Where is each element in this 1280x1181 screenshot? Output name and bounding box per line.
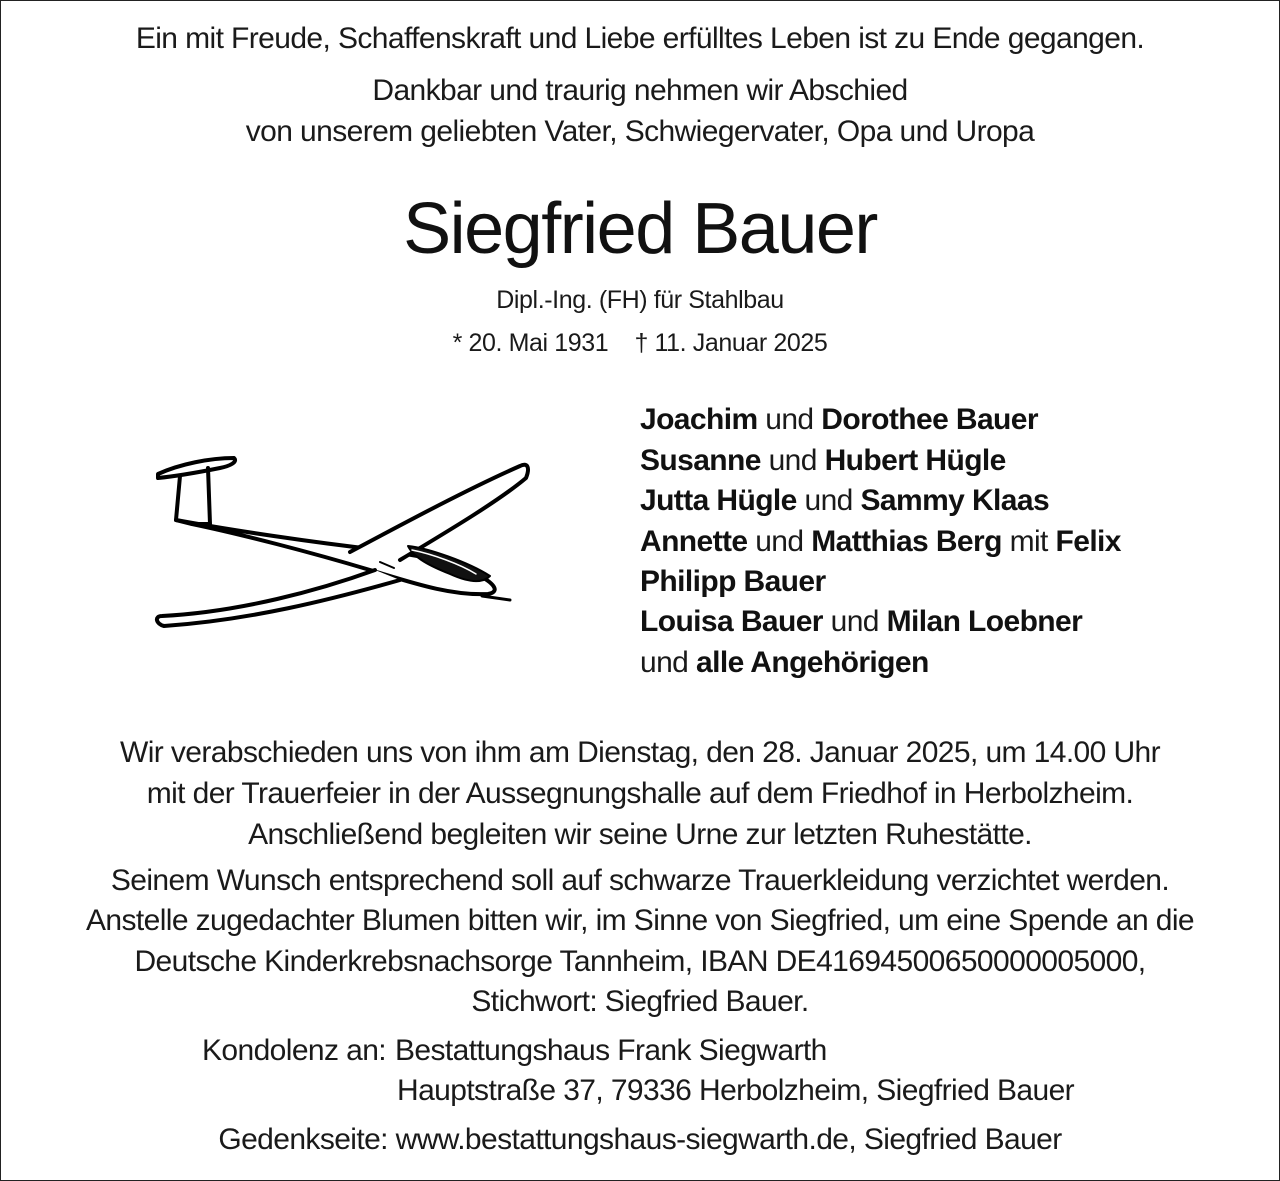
wishes-line-3: Deutsche Kinderkrebsnachsorge Tannheim, IBAN DE41694500650000005000,	[134, 945, 1146, 978]
intro-line-2: Dankbar und traurig nehmen wir Abschied	[372, 74, 908, 107]
family-row-2	[640, 444, 1006, 478]
family-name: Milan Loebner	[886, 605, 1083, 638]
deceased-title: Dipl.-Ing. (FH) für Stahlbau	[496, 286, 784, 314]
wishes-line-2: Anstelle zugedachter Blumen bitten wir, im Sinne von Siegfried, um eine Spende an die	[85, 904, 1195, 937]
family-name: Susanne	[640, 444, 761, 477]
memorial-page: Gedenkseite: www.bestattungshaus-siegwarth.de, Siegfried Bauer	[218, 1123, 1062, 1156]
family-row-1	[640, 403, 1038, 437]
family-name: Matthias Berg	[811, 525, 1002, 558]
family-row-6	[640, 605, 1082, 639]
family-name: Annette	[640, 525, 748, 558]
conjunction: und	[765, 403, 814, 436]
conjunction: und	[755, 525, 804, 558]
family-row-3	[640, 484, 1049, 518]
conjunction: und	[830, 605, 879, 638]
conjunction: mit	[1009, 525, 1048, 558]
ceremony-line-3: Anschließend begleiten wir seine Urne zur letzten Ruhestätte.	[248, 818, 1032, 851]
family-row-5	[640, 565, 826, 599]
family-name: Jutta Hügle	[640, 484, 797, 517]
conjunction: und	[768, 444, 817, 477]
family-name: alle Angehörigen	[696, 646, 929, 679]
family-name: Sammy Klaas	[860, 484, 1050, 517]
wishes-line-4: Stichwort: Siegfried Bauer.	[471, 985, 809, 1018]
condolence-address-2: Hauptstraße 37, 79336 Herbolzheim, Siegfried Bauer	[397, 1074, 1075, 1107]
birth-date: * 20. Mai 1931	[452, 329, 609, 357]
death-date: † 11. Januar 2025	[634, 329, 828, 357]
intro-line-1: Ein mit Freude, Schaffenskraft und Liebe erfülltes Leben ist zu Ende gegangen.	[135, 22, 1145, 55]
family-name: Felix	[1055, 525, 1121, 558]
conjunction: und	[804, 484, 853, 517]
ceremony-line-2: mit der Trauerfeier in der Aussegnungshalle auf dem Friedhof in Herbolzheim.	[146, 777, 1134, 810]
ceremony-line-1: Wir verabschieden uns von ihm am Dienstag, den 28. Januar 2025, um 14.00 Uhr	[120, 736, 1160, 769]
family-name: Dorothee Bauer	[821, 403, 1038, 436]
family-row-7	[640, 646, 929, 680]
condolence-address-1: Bestattungshaus Frank Siegwarth	[395, 1034, 827, 1067]
wishes-line-1: Seinem Wunsch entsprechend soll auf schwarze Trauerkleidung verzichtet werden.	[110, 864, 1170, 897]
conjunction: und	[640, 646, 689, 679]
family-name: Hubert Hügle	[824, 444, 1006, 477]
deceased-name: Siegfried Bauer	[403, 189, 877, 269]
glider-icon	[150, 450, 540, 640]
family-name: Louisa Bauer	[640, 605, 823, 638]
intro-line-3: von unserem geliebten Vater, Schwiegervater, Opa und Uropa	[245, 115, 1035, 148]
family-row-4	[640, 525, 1121, 559]
condolence-label: Kondolenz an:	[202, 1034, 387, 1067]
family-name: Joachim	[640, 403, 758, 436]
life-dates	[0, 329, 1280, 358]
family-name: Philipp Bauer	[640, 565, 826, 598]
